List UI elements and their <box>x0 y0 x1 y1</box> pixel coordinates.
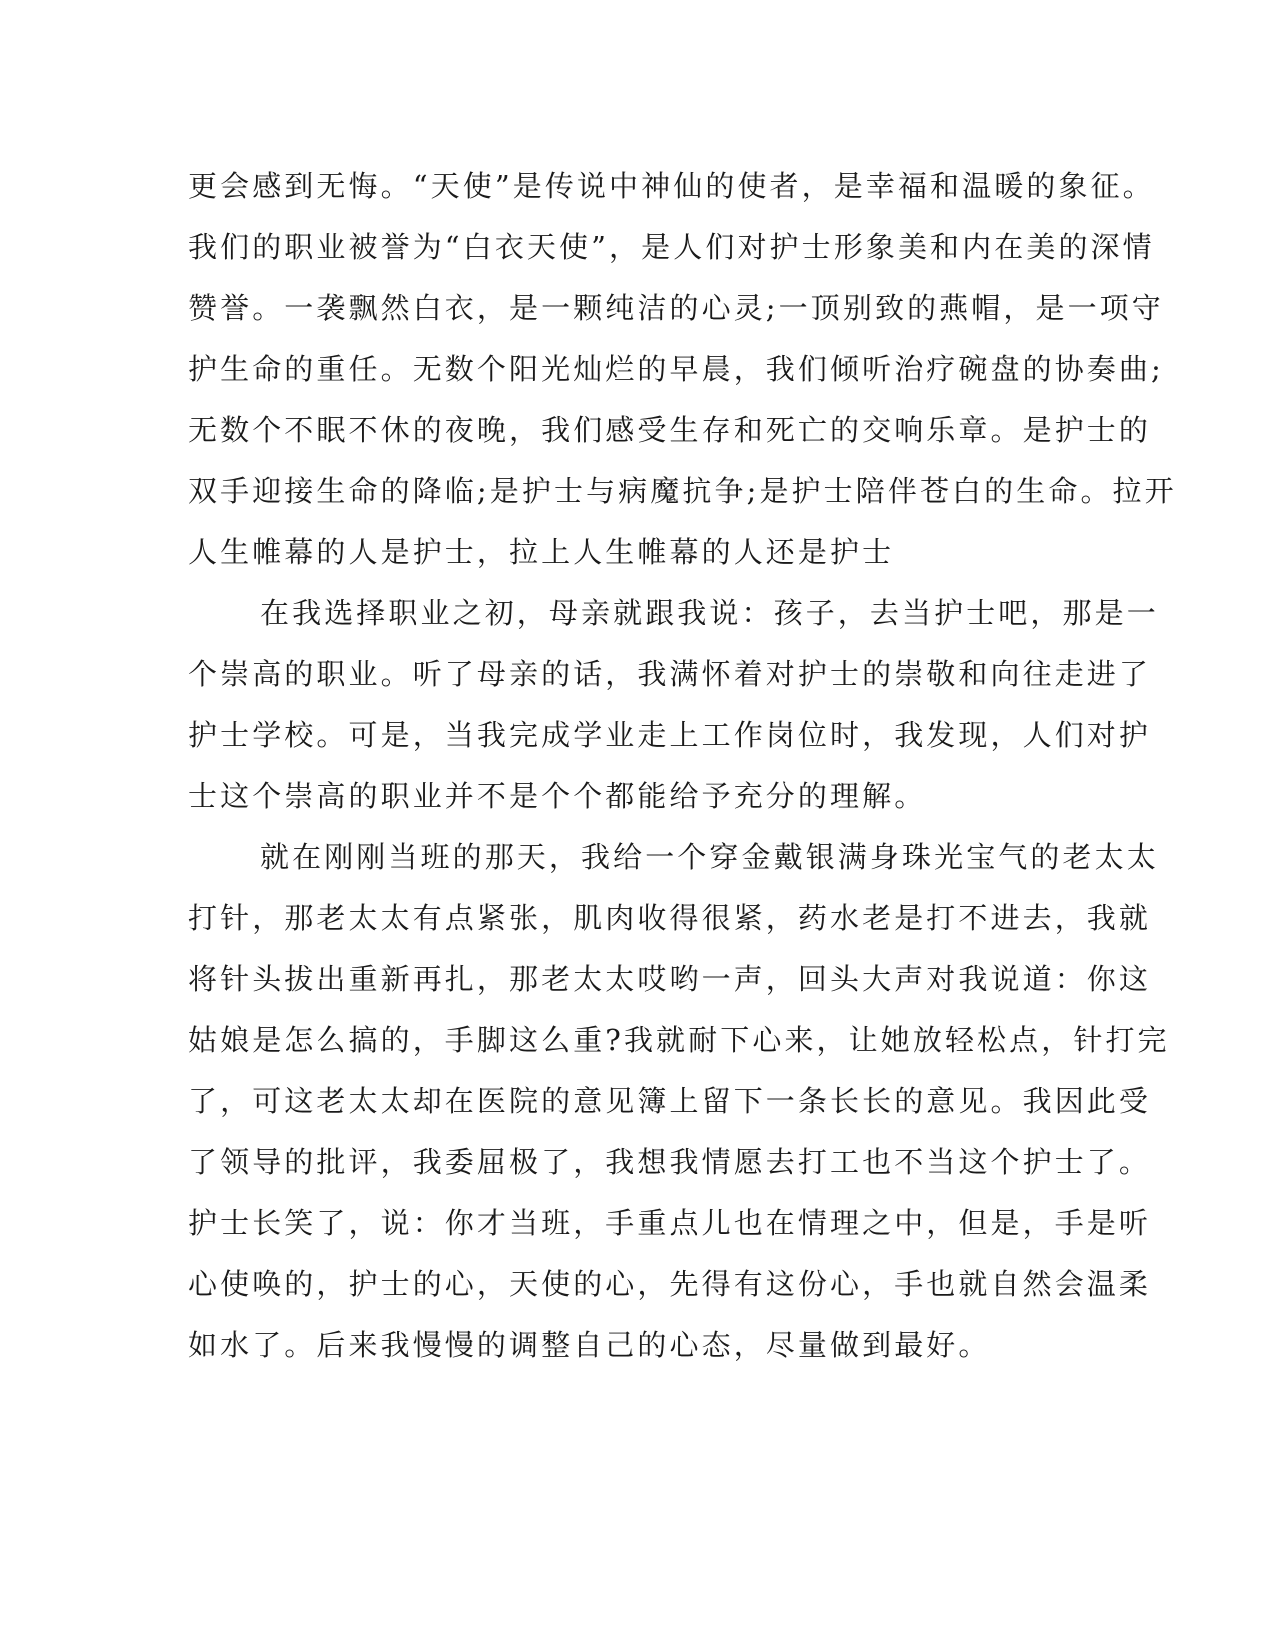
text-line: 护士长笑了，说：你才当班，手重点儿也在情理之中，但是，手是听 <box>188 1206 1152 1240</box>
text-line: 个崇高的职业。听了母亲的话，我满怀着对护士的崇敬和向往走进了 <box>188 657 1152 691</box>
text-line: 如水了。后来我慢慢的调整自己的心态，尽量做到最好。 <box>188 1328 991 1362</box>
text-line: 姑娘是怎么搞的，手脚这么重?我就耐下心来，让她放轻松点，针打完 <box>188 1023 1170 1057</box>
text-line: 了领导的批评，我委屈极了，我想我情愿去打工也不当这个护士了。 <box>188 1145 1152 1179</box>
paragraph-start-line: 在我选择职业之初，母亲就跟我说：孩子，去当护士吧，那是一 <box>260 596 1159 630</box>
text-line: 将针头拔出重新再扎，那老太太哎哟一声，回头大声对我说道：你这 <box>188 962 1152 996</box>
document-body <box>188 156 1177 1376</box>
text-line: 我们的职业被誉为“白衣天使”，是人们对护士形象美和内在美的深情 <box>188 230 1155 264</box>
text-line: 打针，那老太太有点紧张，肌肉收得很紧，药水老是打不进去，我就 <box>188 901 1152 935</box>
paragraph-start-line: 就在刚刚当班的那天，我给一个穿金戴银满身珠光宝气的老太太 <box>260 840 1159 874</box>
text-line: 护生命的重任。无数个阳光灿烂的早晨，我们倾听治疗碗盘的协奏曲; <box>188 352 1164 386</box>
text-line: 无数个不眠不休的夜晚，我们感受生存和死亡的交响乐章。是护士的 <box>188 413 1152 447</box>
text-line: 士这个崇高的职业并不是个个都能给予充分的理解。 <box>188 779 927 813</box>
text-line: 双手迎接生命的降临;是护士与病魔抗争;是护士陪伴苍白的生命。拉开 <box>188 474 1177 508</box>
text-line: 了，可这老太太却在医院的意见簿上留下一条长长的意见。我因此受 <box>188 1084 1152 1118</box>
text-line: 心使唤的，护士的心，天使的心，先得有这份心，手也就自然会温柔 <box>188 1267 1152 1301</box>
text-line: 护士学校。可是，当我完成学业走上工作岗位时，我发现，人们对护 <box>188 718 1152 752</box>
text-line: 赞誉。一袭飘然白衣，是一颗纯洁的心灵;一顶别致的燕帽，是一项守 <box>188 291 1164 325</box>
text-line: 人生帷幕的人是护士，拉上人生帷幕的人还是护士 <box>188 535 895 569</box>
text-line: 更会感到无悔。“天使”是传说中神仙的使者，是幸福和温暖的象征。 <box>188 169 1155 203</box>
